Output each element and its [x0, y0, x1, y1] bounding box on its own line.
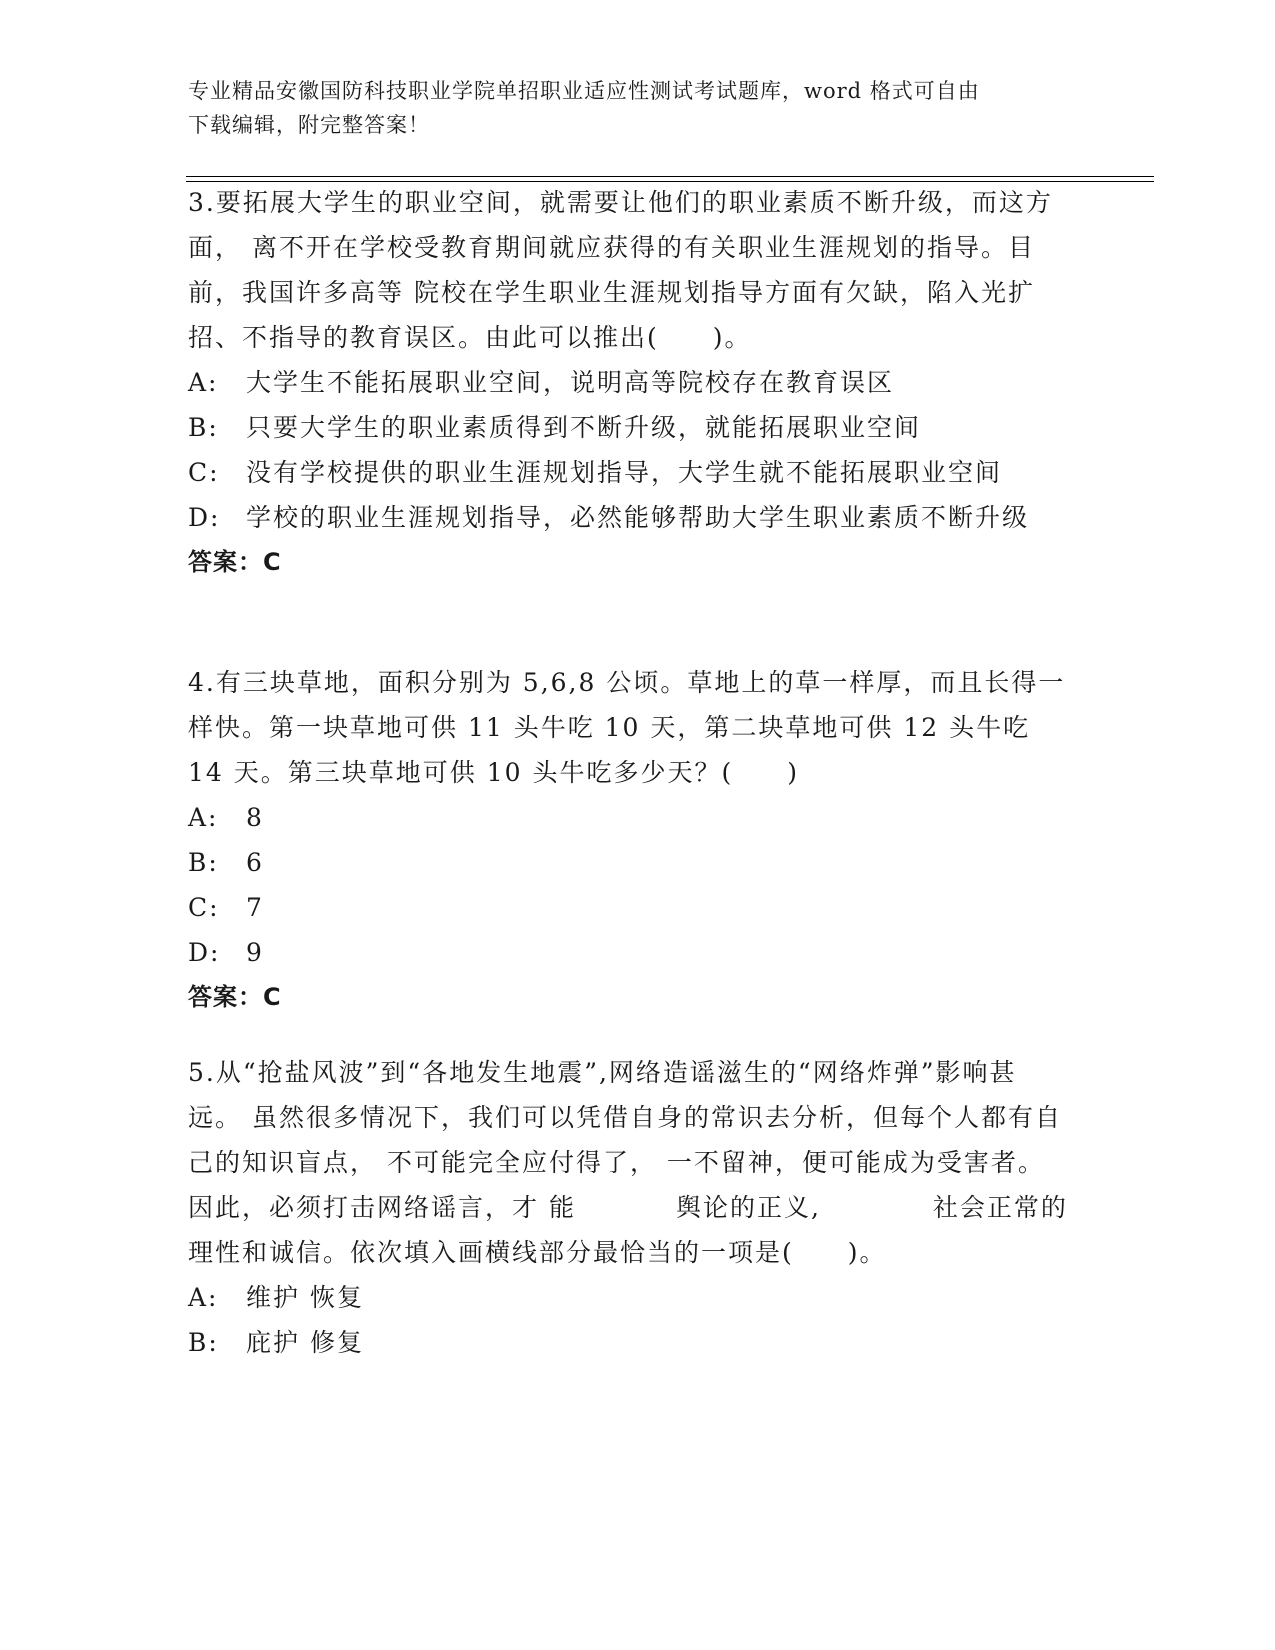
- answer-label: 答案：C: [188, 548, 282, 576]
- option-text: 没有学校提供的职业生涯规划指导，大学生就不能拓展职业空间: [246, 458, 1003, 487]
- question-stem: 4.有三块草地，面积分别为 5,6,8 公顷。草地上的草一样厚，而且长得一样快。第一块草地可供 11 头牛吃 10 天，第二块草地可供 12 头牛吃 14 天。第三块草地可供 10 头牛吃多少天？( ): [188, 668, 1066, 787]
- option-key: C:: [188, 893, 220, 922]
- option-b: [188, 405, 1068, 450]
- question-stem: [188, 1050, 1068, 1275]
- option-c: [188, 885, 1068, 930]
- option-text: 维护 恢复: [246, 1283, 364, 1312]
- option-text: 庇护 修复: [246, 1328, 364, 1357]
- stem-part-1: 5.从“抢盐风波”到“各地发生地震”,网络造谣滋生的“网络炸弹”影响甚远。 虽然很多情况下，我们可以凭借自身的常识去分析，但每个人都有自己的知识盲点， 不可能完全应付得了， 一不留神，便可能成为受害者。因此，必须打击网络谣言，才 能: [188, 1058, 1062, 1222]
- option-key: A:: [188, 803, 219, 832]
- stem-part-3: ,: [810, 1193, 821, 1222]
- option-text: 7: [246, 893, 264, 922]
- option-key: B:: [188, 1328, 219, 1357]
- stem-part-4: 社会正常的理性和诚信。依次填入画横线部分最恰当的一项是( )。: [188, 1193, 1068, 1267]
- option-text: 大学生不能拓展职业空间，说明高等院校存在教育误区: [246, 368, 895, 397]
- option-text: 学校的职业生涯规划指导，必然能够帮助大学生职业素质不断升级: [246, 503, 1030, 532]
- question-5: [188, 1050, 1068, 1365]
- option-text: 9: [246, 938, 264, 967]
- option-text: 8: [246, 803, 264, 832]
- option-key: B:: [188, 413, 219, 442]
- option-key: B:: [188, 848, 219, 877]
- option-key: D:: [188, 938, 221, 967]
- option-d: [188, 930, 1068, 975]
- option-c: [188, 450, 1068, 495]
- stem-part-2: 舆论的正义: [675, 1193, 811, 1222]
- option-key: D:: [188, 503, 221, 532]
- header-line-2: 下载编辑，附完整答案！: [188, 113, 430, 137]
- option-key: A:: [188, 1283, 219, 1312]
- option-key: C:: [188, 458, 220, 487]
- question-3: [188, 180, 1068, 585]
- header-line-1: 专业精品安徽国防科技职业学院单招职业适应性测试考试题库，word 格式可自由: [188, 79, 980, 103]
- header-divider-top: [186, 176, 1154, 177]
- option-text: 6: [246, 848, 264, 877]
- option-text: 只要大学生的职业素质得到不断升级，就能拓展职业空间: [246, 413, 922, 442]
- option-a: [188, 1275, 1068, 1320]
- option-a: [188, 795, 1068, 840]
- option-d: [188, 495, 1068, 540]
- question-4: [188, 660, 1068, 1020]
- option-a: [188, 360, 1068, 405]
- option-key: A:: [188, 368, 219, 397]
- question-stem: 3.要拓展大学生的职业空间，就需要让他们的职业素质不断升级，而这方面， 离不开在学校受教育期间就应获得的有关职业生涯规划的指导。目前，我国许多高等 院校在学生职业生涯规划指导方面有欠缺，陷入光扩招、不指导的教育误区。由此可以推出( )。: [188, 188, 1053, 352]
- document-header: [188, 74, 1068, 142]
- option-b: [188, 1320, 1068, 1365]
- answer-label: 答案：C: [188, 983, 282, 1011]
- option-b: [188, 840, 1068, 885]
